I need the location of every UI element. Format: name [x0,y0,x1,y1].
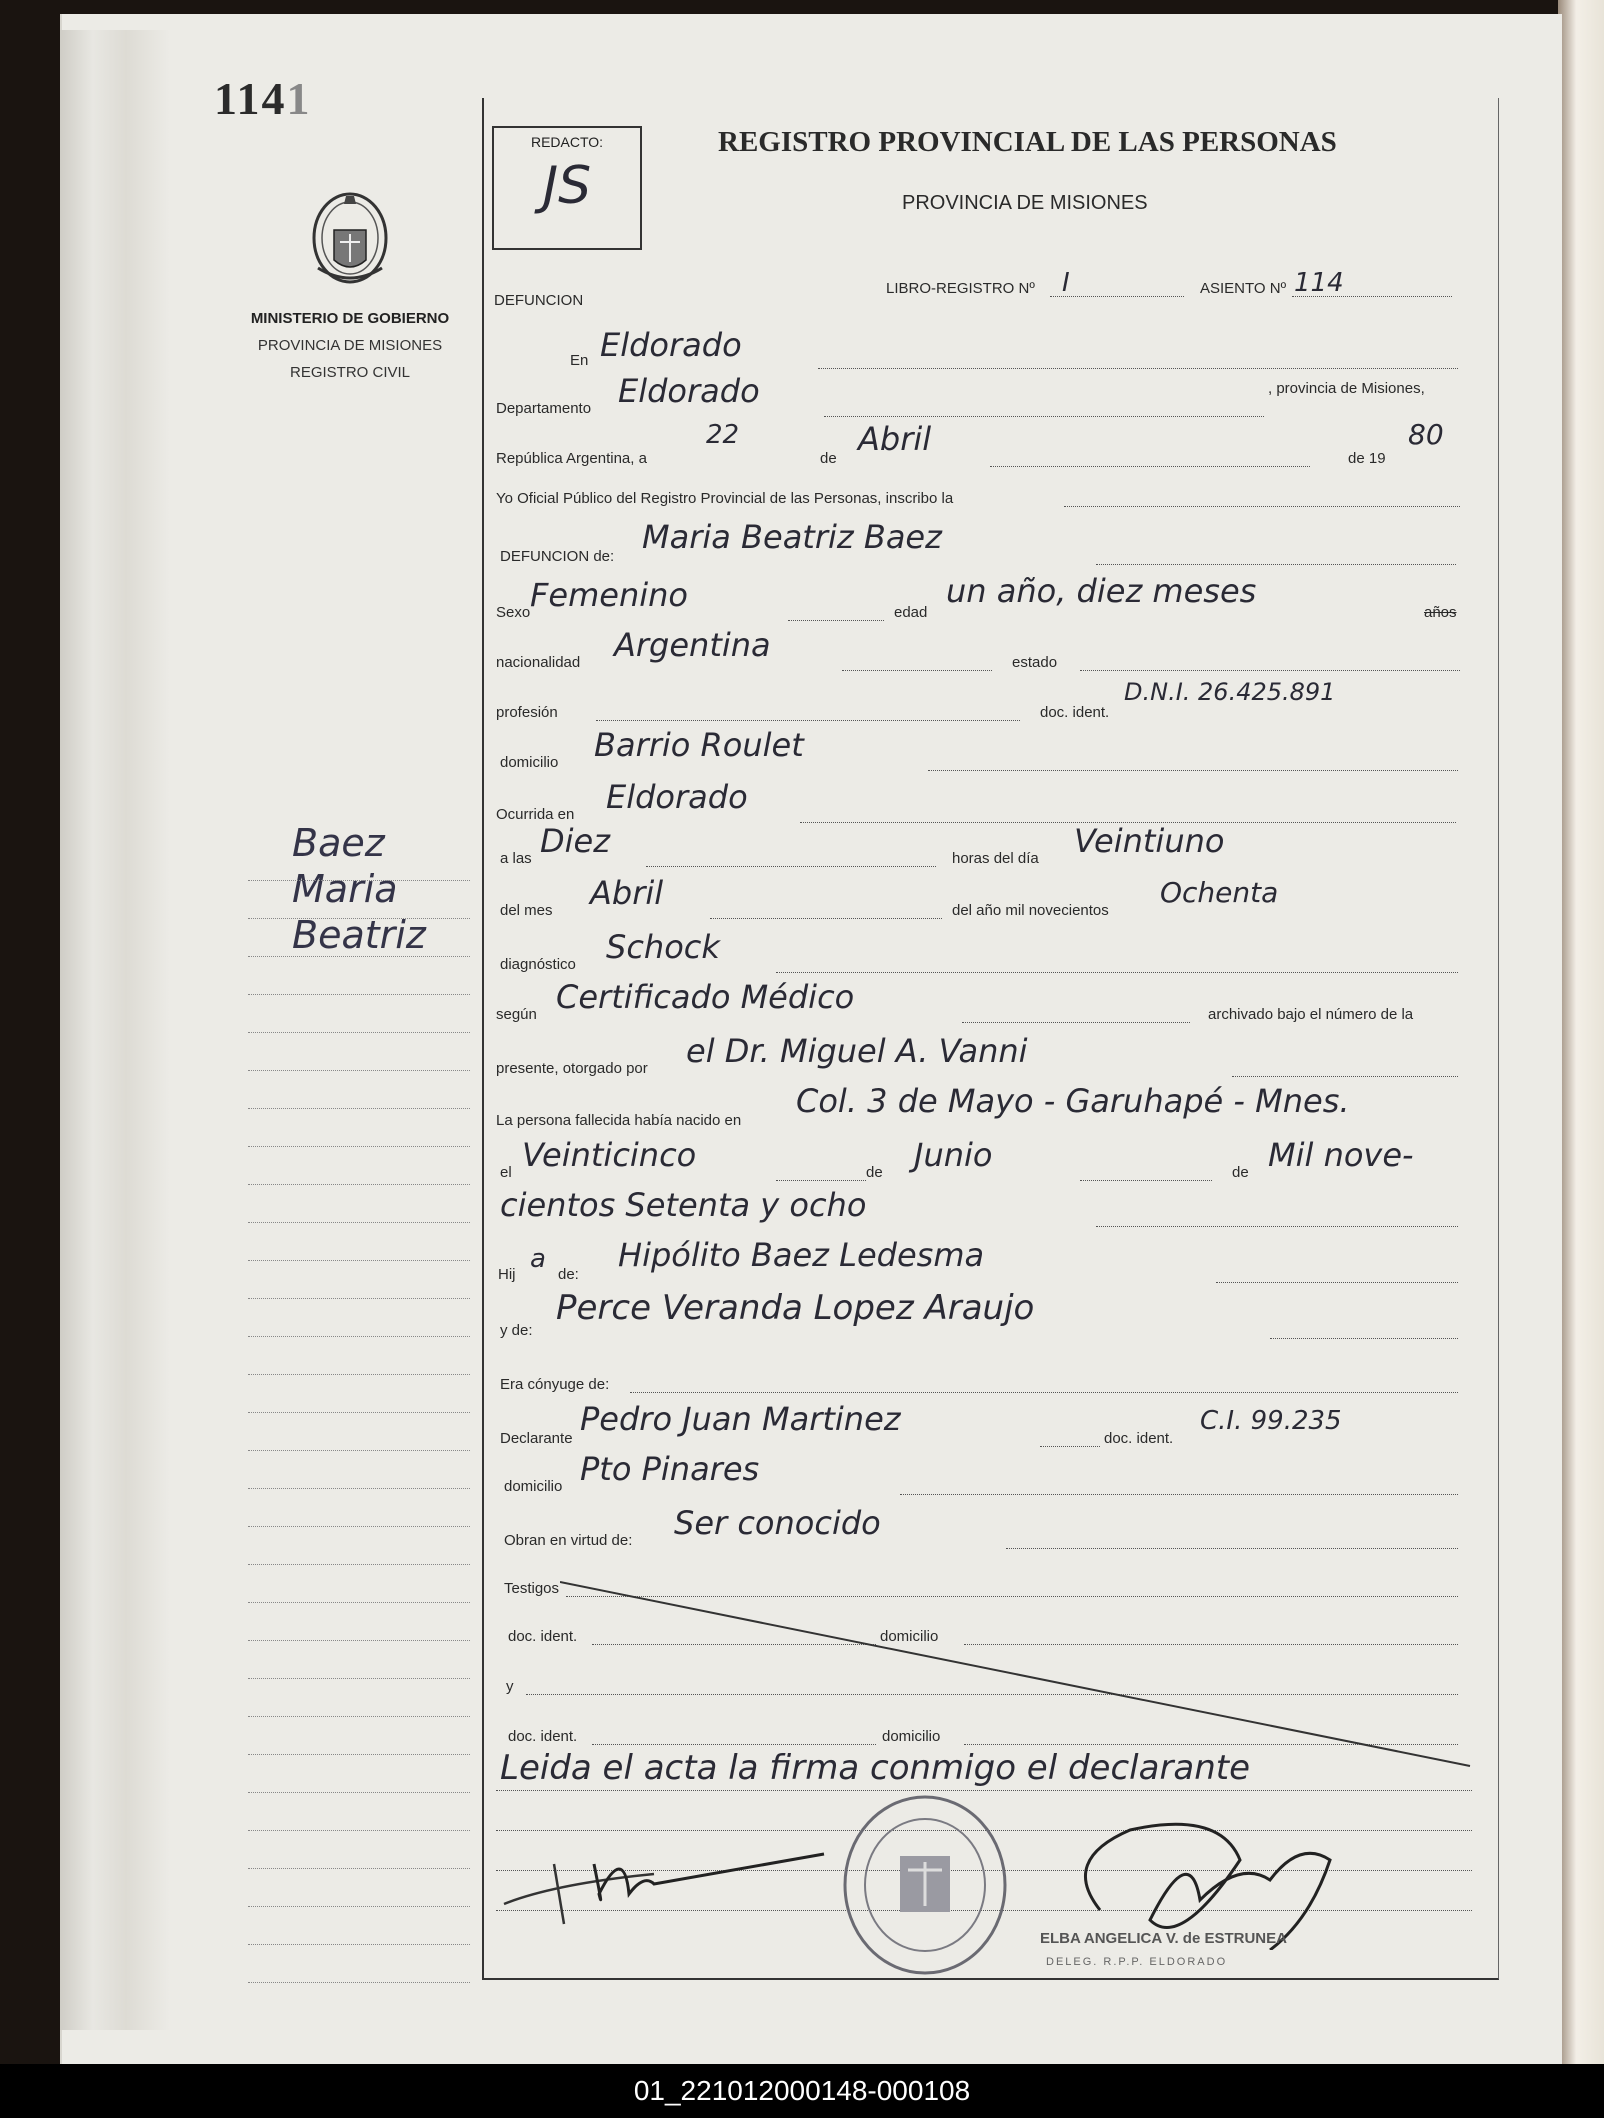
hija-label-hand: a [530,1244,546,1274]
ocurrida-label: Ocurrida en [496,806,575,823]
margin-rule [248,956,470,957]
declarante-doc-label: doc. ident. [1104,1430,1174,1447]
departamento-label: Departamento [496,400,592,417]
fecha-dia: 22 [706,420,740,450]
nacimiento-line1 [776,1180,866,1181]
nacimiento-de: de [866,1164,883,1181]
margin-rule [248,1602,470,1603]
margin-rule [248,1678,470,1679]
mes-label: del mes [500,902,553,919]
defuncion-label: DEFUNCION de: [500,548,615,565]
hora-label: a las [500,850,532,867]
obran-label: Obran en virtud de: [504,1532,633,1549]
margin-rule [248,1754,470,1755]
nacido-label: La persona fallecida había nacido en [496,1112,742,1129]
nacionalidad-label: nacionalidad [496,654,581,671]
doc-ident-value: D.N.I. 26.425.891 [1124,678,1336,706]
departamento-value: Eldorado [618,372,760,410]
fecha-de-anio: de 19 [1348,450,1386,467]
declarant-signature [494,1824,854,1934]
segun-suffix: archivado bajo el número de la [1208,1006,1414,1023]
margin-rule [248,1222,470,1223]
margin-rule [248,918,470,919]
madre-label: y de: [500,1322,533,1339]
signature-stamp-line1: ELBA ANGELICA V. de ESTRUNEA [1040,1930,1287,1947]
hora-label2: horas del día [952,850,1039,867]
otorgado-label: presente, otorgado por [496,1060,648,1077]
margin-rule [248,1412,470,1413]
sexo-line [788,620,884,621]
edad-label: edad [894,604,928,621]
signature-stamp-line2: DELEG. R.P.P. ELDORADO [1046,1956,1228,1968]
en-value: Eldorado [600,326,742,364]
margin-rule [248,1336,470,1337]
hija-value: Hipólito Baez Ledesma [618,1236,985,1274]
dom-declarante-line [900,1494,1458,1495]
declarante-line [1040,1446,1100,1447]
margin-rule [248,1868,470,1869]
testigos-dom2: domicilio [882,1728,941,1745]
nacimiento-line3 [1096,1226,1458,1227]
nacido-value: Col. 3 de Mayo - Garuhapé - Mnes. [796,1082,1350,1120]
testigos-doc1: doc. ident. [508,1628,578,1645]
domicilio-label: domicilio [500,754,559,771]
registrar-signature [1040,1800,1380,1950]
estado-line [1080,670,1460,671]
hora-dia: Veintiuno [1074,822,1225,860]
madre-value: Perce Veranda Lopez Araujo [556,1288,1035,1328]
ministry-label: MINISTERIO DE GOBIERNO [250,310,450,327]
segun-line [962,1022,1190,1023]
asiento-value: 114 [1294,268,1344,298]
oficial-label: Yo Oficial Público del Registro Provincial de las Personas, inscribo la [496,490,954,507]
margin-rule [248,1260,470,1261]
oficial-line [1064,506,1460,507]
margin-rule [248,1830,470,1831]
margin-rule [248,1374,470,1375]
madre-line [1270,1338,1458,1339]
fecha-mes: Abril [858,420,932,458]
province-label: PROVINCIA DE MISIONES [257,337,443,354]
margin-rule [248,1184,470,1185]
asiento-label: ASIENTO Nº [1200,280,1287,297]
en-line [818,368,1458,369]
margin-rule [248,1716,470,1717]
testigos-label: Testigos [504,1580,560,1597]
nacionalidad-line [842,670,992,671]
form-title: REGISTRO PROVINCIAL DE LAS PERSONAS [718,126,1337,158]
obran-value: Ser conocido [674,1504,881,1542]
mes-label2: del año mil novecientos [952,902,1109,919]
registry-label: REGISTRO CIVIL [289,364,411,381]
footer-id: 01_221012000148-000108 [0,2064,1604,2118]
hija-line [1216,1282,1458,1283]
diagnostico-label: diagnóstico [500,956,576,973]
departamento-suffix: , provincia de Misiones, [1268,380,1425,397]
ocurrida-value: Eldorado [606,778,748,816]
margin-rule [248,1792,470,1793]
profesion-label: profesión [496,704,558,721]
margin-rule [248,1108,470,1109]
form-subtitle: PROVINCIA DE MISIONES [902,192,1148,214]
edad-value: un año, diez meses [946,572,1257,610]
margin-rule [248,1944,470,1945]
page-stack-edge [60,30,170,2030]
margin-rule [248,880,470,881]
coat-of-arms-icon [300,182,400,290]
libro-label: LIBRO-REGISTRO Nº [886,280,1035,297]
declarante-doc: C.I. 99.235 [1200,1406,1342,1436]
otorgado-value: el Dr. Miguel A. Vanni [686,1032,1028,1070]
declarante-value: Pedro Juan Martinez [580,1400,901,1438]
hora-value: Diez [540,822,611,860]
redacto-box [492,126,642,250]
nacimiento-de2: de [1232,1164,1249,1181]
diagnostico-value: Schock [606,928,720,966]
cancel-line [560,1580,1480,1770]
testigos-y: y [506,1678,514,1695]
departamento-line [824,416,1264,417]
adjacent-page [1558,0,1604,2064]
page-number: 1141 [214,73,312,124]
margin-rule [248,1450,470,1451]
margin-rule [248,1906,470,1907]
domicilio-value: Barrio Roulet [594,726,804,764]
estado-label: estado [1012,654,1058,671]
mes-anio: Ochenta [1160,876,1279,909]
profesion-line [596,720,1020,721]
defuncion-line [1096,564,1456,565]
margin-rule [248,1526,470,1527]
segun-label: según [496,1006,537,1023]
redacto-label: REDACTO: [530,134,604,150]
obran-line [1006,1548,1458,1549]
record-type: DEFUNCION [494,292,584,309]
dom-declarante-value: Pto Pinares [580,1450,760,1488]
testigos-doc2: doc. ident. [508,1728,578,1745]
diagnostico-line [776,972,1458,973]
closing-text: Leida el acta la firma conmigo el declarante [500,1748,1251,1788]
margin-rule [248,1982,470,1983]
margin-rule [248,1640,470,1641]
mes-line [710,918,942,919]
margin-rule [248,1564,470,1565]
fecha-line [990,466,1310,467]
nacimiento-line2 [1080,1180,1212,1181]
libro-value: I [1062,268,1070,298]
segun-value: Certificado Médico [556,978,855,1016]
margin-rule [248,1070,470,1071]
margin-rule [248,1298,470,1299]
testigos-dom1: domicilio [880,1628,939,1645]
nacimiento-dia: Veinticinco [522,1136,697,1174]
margin-rule [248,1488,470,1489]
hija-label-pre: Hij [498,1266,516,1283]
hija-label-post: de: [558,1266,579,1283]
sexo-label: Sexo [496,604,531,621]
domicilio-line [928,770,1458,771]
nacimiento-anio-cont: cientos Setenta y ocho [500,1186,867,1224]
nacimiento-mes: Junio [914,1136,993,1174]
fecha-label: República Argentina, a [496,450,647,467]
en-label: En [570,352,589,369]
nacimiento-label: el [500,1164,512,1181]
doc-ident-label: doc. ident. [1040,704,1110,721]
conyuge-line [630,1392,1458,1393]
nacionalidad-value: Argentina [614,626,771,664]
official-seal [838,1790,1012,1980]
fecha-anio: 80 [1408,418,1444,451]
mes-value: Abril [590,874,664,912]
dom-declarante-label: domicilio [504,1478,563,1495]
sexo-value: Femenino [530,576,688,614]
nacimiento-anio: Mil nove- [1268,1136,1414,1174]
hora-line [646,866,936,867]
defuncion-value: Maria Beatriz Baez [642,518,942,556]
edad-unit: años [1424,604,1457,621]
redacto-value: JS [542,156,592,216]
margin-note: Baez Maria Beatriz [292,821,426,957]
fecha-de: de [820,450,837,467]
margin-rule [248,1032,470,1033]
margin-rule [248,1146,470,1147]
margin-rule [248,994,470,995]
conyuge-label: Era cónyuge de: [500,1376,610,1393]
otorgado-line [1232,1076,1458,1077]
declarante-label: Declarante [500,1430,573,1447]
